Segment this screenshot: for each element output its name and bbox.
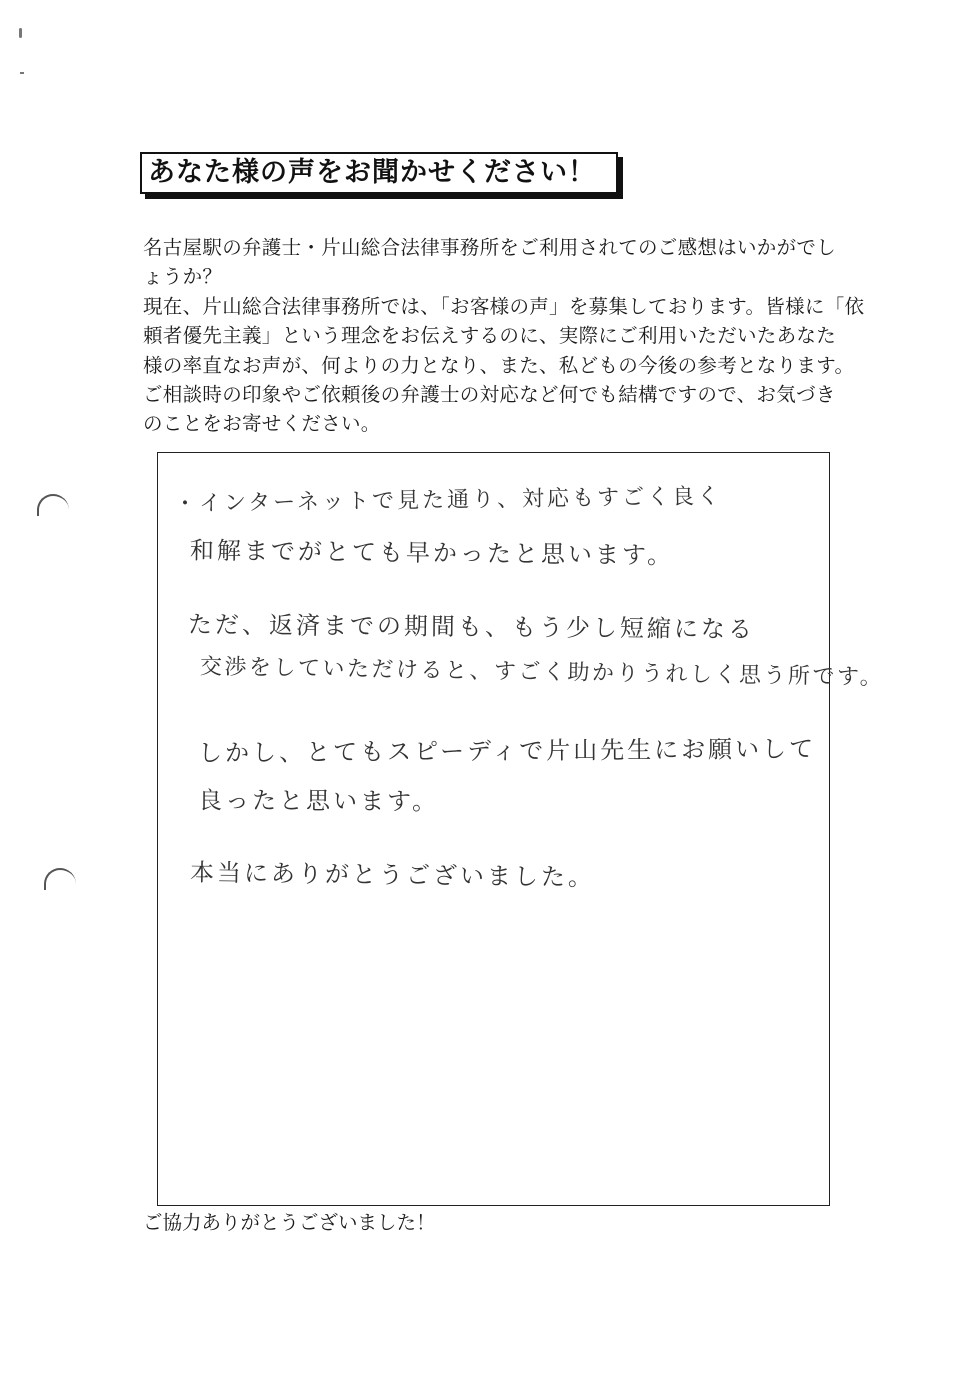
title-banner bbox=[140, 152, 618, 194]
intro-line: のことをお寄せください。 bbox=[143, 412, 381, 436]
intro-line: 現在、片山総合法律事務所では、「お客様の声」を募集しております。皆様に「依 bbox=[143, 294, 865, 318]
comment-box bbox=[157, 452, 885, 1206]
intro-line: 頼者優先主義」という理念をお伝えするのに、実際にご利用いただいたあなた bbox=[143, 324, 837, 348]
punch-hole-mark bbox=[44, 868, 76, 890]
intro-line: ょうか？ bbox=[143, 265, 223, 289]
handwritten-line: 良ったと思います。 bbox=[197, 786, 440, 816]
handwritten-line: 本当にありがとうございました。 bbox=[189, 858, 596, 892]
closing-thanks: ご協力ありがとうございました！ bbox=[143, 1211, 436, 1234]
page-title: あなた様の声をお聞かせください！ bbox=[148, 157, 596, 188]
handwritten-line: 和解までがとても早かったと思います。 bbox=[189, 536, 675, 570]
intro-paragraph bbox=[143, 233, 865, 439]
intro-line: 名古屋駅の弁護士・片山総合法律事務所をご利用されてのご感想はいかがでし bbox=[143, 236, 837, 259]
scan-speck bbox=[19, 28, 22, 38]
handwritten-line: 交渉をしていただけると、すごく助かりうれしく思う所です。 bbox=[199, 654, 885, 691]
handwritten-line: しかし、とてもスピーディで片山先生にお願いして bbox=[197, 734, 817, 768]
handwritten-comment bbox=[158, 453, 885, 1205]
handwritten-line: ・インターネットで見た通り、対応もすごく良く bbox=[173, 484, 723, 517]
intro-line: ご相談時の印象やご依頼後の弁護士の対応など何でも結構ですので、お気づき bbox=[143, 383, 836, 407]
punch-hole-mark bbox=[37, 494, 69, 516]
handwritten-line: ただ、返済までの期間も、もう少し短縮になる bbox=[187, 610, 756, 644]
intro-line: 様の率直なお声が、何よりの力となり、また、私どもの今後の参考となります。 bbox=[143, 353, 855, 377]
scan-speck bbox=[20, 72, 24, 74]
